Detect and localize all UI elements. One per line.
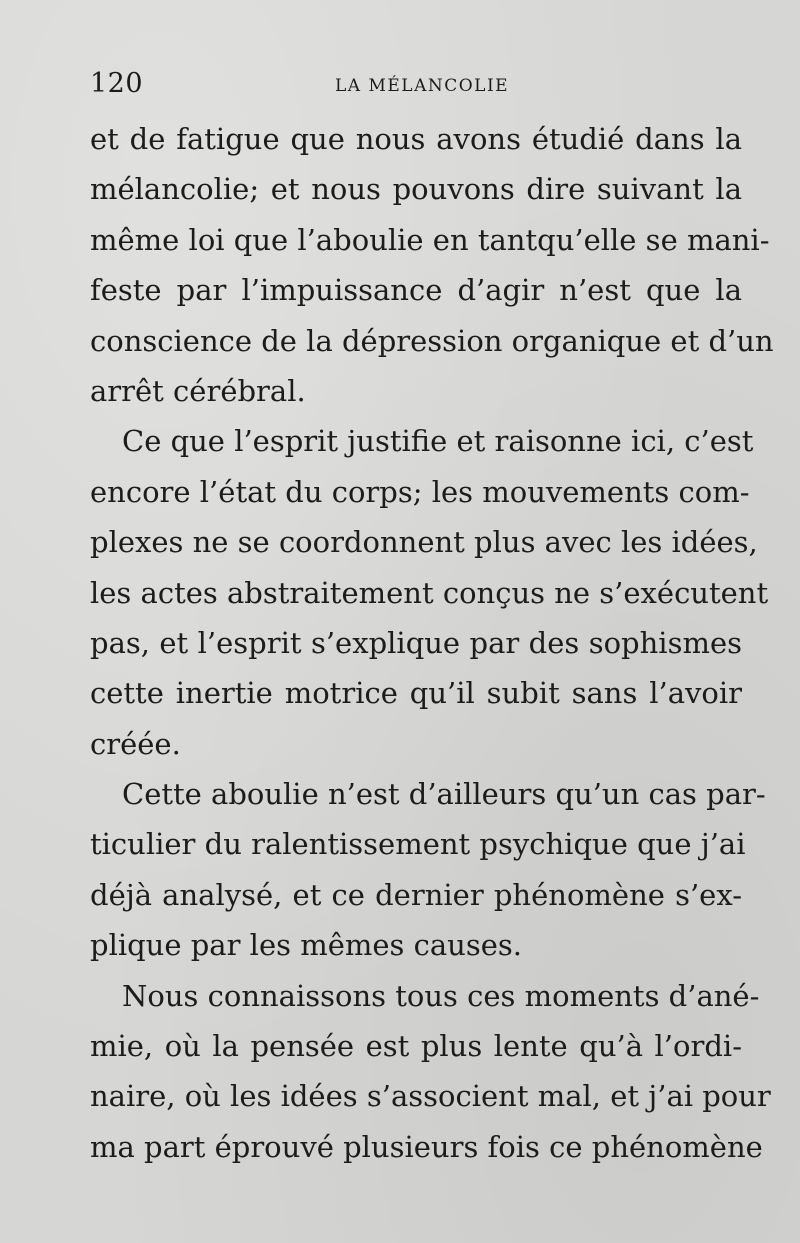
paragraph-2: [90, 416, 769, 769]
paragraph-1: [90, 114, 774, 416]
running-head: [90, 66, 742, 106]
text-line: même loi que l’aboulie en tantqu’elle se mani-: [90, 222, 770, 257]
text-line: et de fatigue que nous avons étudié dans la: [90, 122, 742, 156]
text-line: plexes ne se coordonnent plus avec les idées,: [90, 525, 758, 560]
text-line: créée.: [90, 726, 181, 761]
paragraph-3: [90, 769, 766, 971]
text-line: mie, où la pensée est plus lente qu’à l’ordi-: [90, 1029, 742, 1064]
text-line: ticulier du ralentissement psychique que j’ai: [90, 827, 746, 862]
text-line: les actes abstraitement conçus ne s’exécutent: [90, 575, 769, 610]
text-line: arrêt cérébral.: [90, 373, 306, 408]
text-line: naire, où les idées s’associent mal, et j’ai pour: [90, 1079, 771, 1114]
paragraph-4: [90, 971, 771, 1173]
text-line: Ce que l’esprit justifie et raisonne ici, c’est: [122, 424, 754, 459]
text-line: pas, et l’esprit s’explique par des sophismes: [90, 625, 742, 660]
text-line: encore l’état du corps; les mouvements com-: [90, 474, 750, 509]
text-line: cette inertie motrice qu’il subit sans l’avoir: [90, 676, 742, 711]
text-line: plique par les mêmes causes.: [90, 928, 522, 963]
text-line: Nous connaissons tous ces moments d’ané-: [122, 978, 760, 1013]
text-line: feste par l’impuissance d’agir n’est que la: [90, 273, 742, 308]
text-body: [90, 114, 774, 1172]
running-title: LA MÉLANCOLIE: [335, 76, 510, 96]
text-line: conscience de la dépression organique et d’un: [90, 323, 774, 358]
text-line: mélancolie; et nous pouvons dire suivant la: [90, 172, 742, 207]
text-line: déjà analysé, et ce dernier phénomène s’ex-: [90, 877, 742, 912]
text-line: Cette aboulie n’est d’ailleurs qu’un cas par-: [122, 777, 766, 812]
text-line: ma part éprouvé plusieurs fois ce phénomène: [90, 1129, 763, 1164]
page-number: 120: [90, 68, 144, 99]
